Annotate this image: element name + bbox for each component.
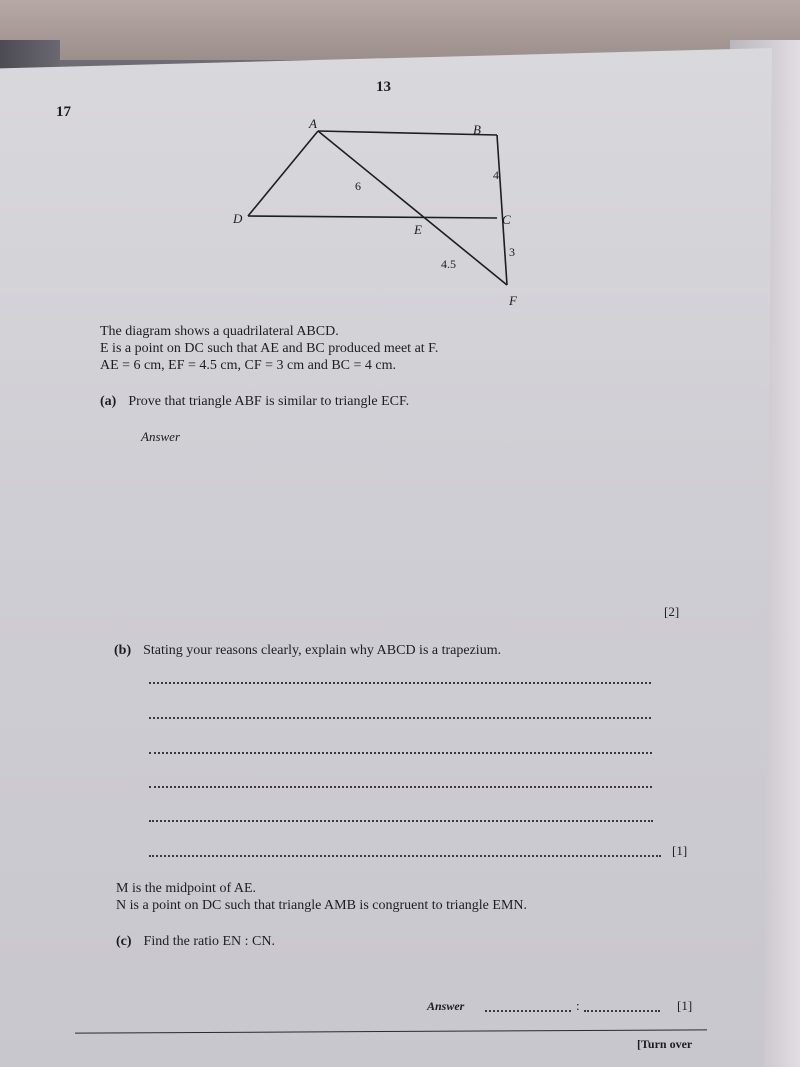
part-b-question — [114, 643, 501, 659]
page-number: 13 — [376, 79, 391, 95]
answer-line-b-3[interactable] — [149, 752, 652, 754]
part-c-answer-label: Answer — [427, 999, 465, 1013]
intro-line-3: AE = 6 cm, EF = 4.5 cm, CF = 3 cm and BC = 4 cm. — [100, 358, 397, 373]
turn-over-label: [Turn over — [637, 1037, 693, 1051]
part-a-marks: [2] — [664, 604, 680, 619]
midpoint-line-2: N is a point on DC such that triangle AMB is congruent to triangle EMN. — [116, 898, 528, 913]
question-number: 17 — [56, 104, 71, 120]
ratio-colon: : — [576, 998, 580, 1013]
answer-line-b-5[interactable] — [149, 820, 653, 822]
part-b-text: Stating your reasons clearly, explain why ABCD is a trapezium. — [143, 643, 502, 658]
part-b-marks: [1] — [672, 843, 688, 858]
part-c-text: Find the ratio EN : CN. — [143, 934, 275, 949]
ratio-answer-field-1[interactable] — [485, 1010, 571, 1012]
point-label-c: C — [502, 212, 511, 227]
answer-line-b-2[interactable] — [149, 717, 651, 719]
midpoint-line-1: M is the midpoint of AE. — [116, 881, 256, 896]
length-label-bc: 4 — [493, 168, 499, 182]
point-label-a: A — [309, 116, 317, 131]
segment-dc — [248, 216, 497, 218]
part-c-question — [116, 934, 275, 950]
point-label-d: D — [233, 211, 243, 226]
quadrilateral-diagram — [225, 115, 535, 315]
part-c-marks: [1] — [677, 998, 693, 1013]
part-a-answer-label: Answer — [141, 429, 180, 444]
length-label-ef: 4.5 — [441, 257, 456, 271]
segment-ab — [318, 131, 497, 135]
part-a-label: (a) — [100, 394, 117, 409]
point-label-b: B — [473, 122, 481, 137]
question-intro — [100, 323, 438, 374]
answer-line-b-4[interactable] — [149, 786, 652, 788]
intro-line-2: E is a point on DC such that AE and BC produced meet at F. — [100, 341, 439, 356]
point-label-f: F — [509, 293, 517, 308]
part-a-question — [100, 394, 409, 410]
answer-line-b-1[interactable] — [149, 682, 651, 684]
answer-line-b-6[interactable] — [149, 855, 661, 857]
midpoint-info — [116, 880, 527, 914]
intro-line-1: The diagram shows a quadrilateral ABCD. — [100, 324, 339, 339]
part-a-text: Prove that triangle ABF is similar to triangle ECF. — [128, 394, 410, 409]
segment-da — [248, 131, 318, 216]
ratio-answer-field-2[interactable] — [584, 1010, 660, 1012]
part-b-label: (b) — [114, 643, 132, 658]
length-label-cf: 3 — [509, 245, 515, 259]
point-label-e: E — [414, 222, 422, 237]
segment-af — [318, 131, 507, 285]
segment-bf — [497, 135, 507, 285]
part-c-label: (c) — [116, 934, 132, 949]
length-label-ae: 6 — [355, 179, 361, 193]
